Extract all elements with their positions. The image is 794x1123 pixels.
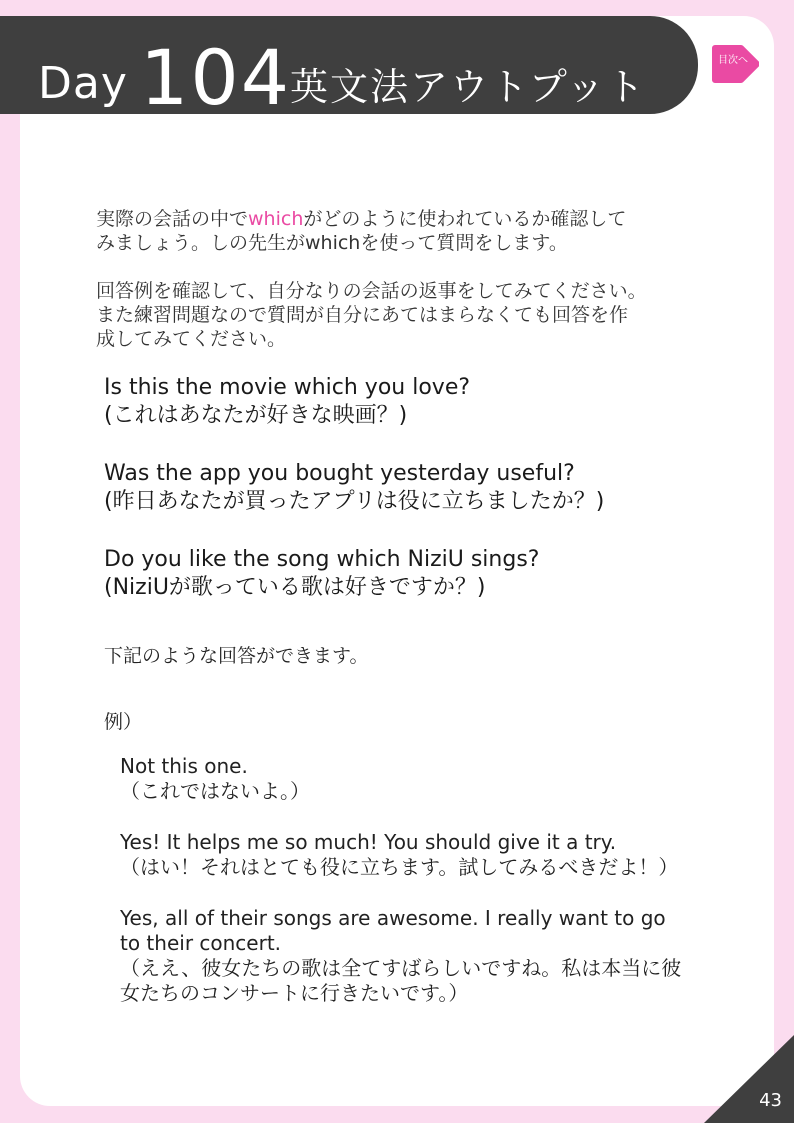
answer-2-ja: （はい！それはとても役に立ちます。試してみるべきだよ！）	[120, 855, 679, 879]
question-1-en: Is this the movie which you love?	[104, 375, 471, 400]
answer-note: 下記のような回答ができます。	[104, 645, 369, 667]
intro-keyword: which	[248, 208, 304, 230]
answer-2	[120, 830, 730, 880]
answer-3-ja2: 女たちのコンサートに行きたいです。）	[120, 981, 469, 1005]
question-2-en: Was the app you bought yesterday useful?	[104, 461, 575, 486]
toc-button-label: 目次へ	[718, 55, 748, 66]
answer-1	[120, 754, 730, 804]
question-2	[104, 460, 724, 516]
intro-line5: 成してみてください。	[96, 328, 287, 350]
page-header	[0, 16, 698, 122]
header-day-prefix: Day	[38, 58, 128, 109]
header-title: 英文法アウトプット	[290, 65, 647, 109]
intro-line1-after: がどのように使われているか確認して	[303, 208, 627, 230]
intro-line2: みましょう。しの先生がwhichを使って質問をします。	[96, 232, 568, 254]
intro-line4: また練習問題なので質問が自分にあてはまらなくても回答を作	[96, 304, 629, 326]
answer-2-en: Yes! It helps me so much! You should give it a try.	[120, 830, 617, 854]
answer-3-en1: Yes, all of their songs are awesome. I really want to go	[120, 906, 666, 930]
example-label: 例）	[104, 711, 143, 733]
question-3-ja: (NiziUが歌っている歌は好きですか？)	[104, 575, 486, 600]
answer-3	[120, 906, 730, 1006]
toc-button[interactable]	[711, 44, 759, 84]
answer-3-en2: to their concert.	[120, 931, 282, 955]
question-3-en: Do you like the song which NiziU sings?	[104, 547, 540, 572]
header-day-number: 104	[140, 33, 292, 122]
intro-line3: 回答例を確認して、自分なりの会話の返事をしてみてください。	[96, 280, 647, 302]
answer-1-en: Not this one.	[120, 754, 248, 778]
question-1	[104, 374, 724, 430]
answer-3-ja1: （ええ、彼女たちの歌は全てすばらしいですね。私は本当に彼	[120, 956, 682, 980]
intro-line1-before: 実際の会話の中で	[96, 208, 249, 230]
question-2-ja: (昨日あなたが買ったアプリは役に立ちましたか？)	[104, 489, 605, 514]
answer-1-ja: （これではないよ。）	[120, 779, 310, 803]
page-number: 43	[759, 1090, 782, 1111]
question-1-ja: (これはあなたが好きな映画？)	[104, 403, 408, 428]
intro-text	[96, 207, 716, 351]
question-3	[104, 546, 724, 602]
